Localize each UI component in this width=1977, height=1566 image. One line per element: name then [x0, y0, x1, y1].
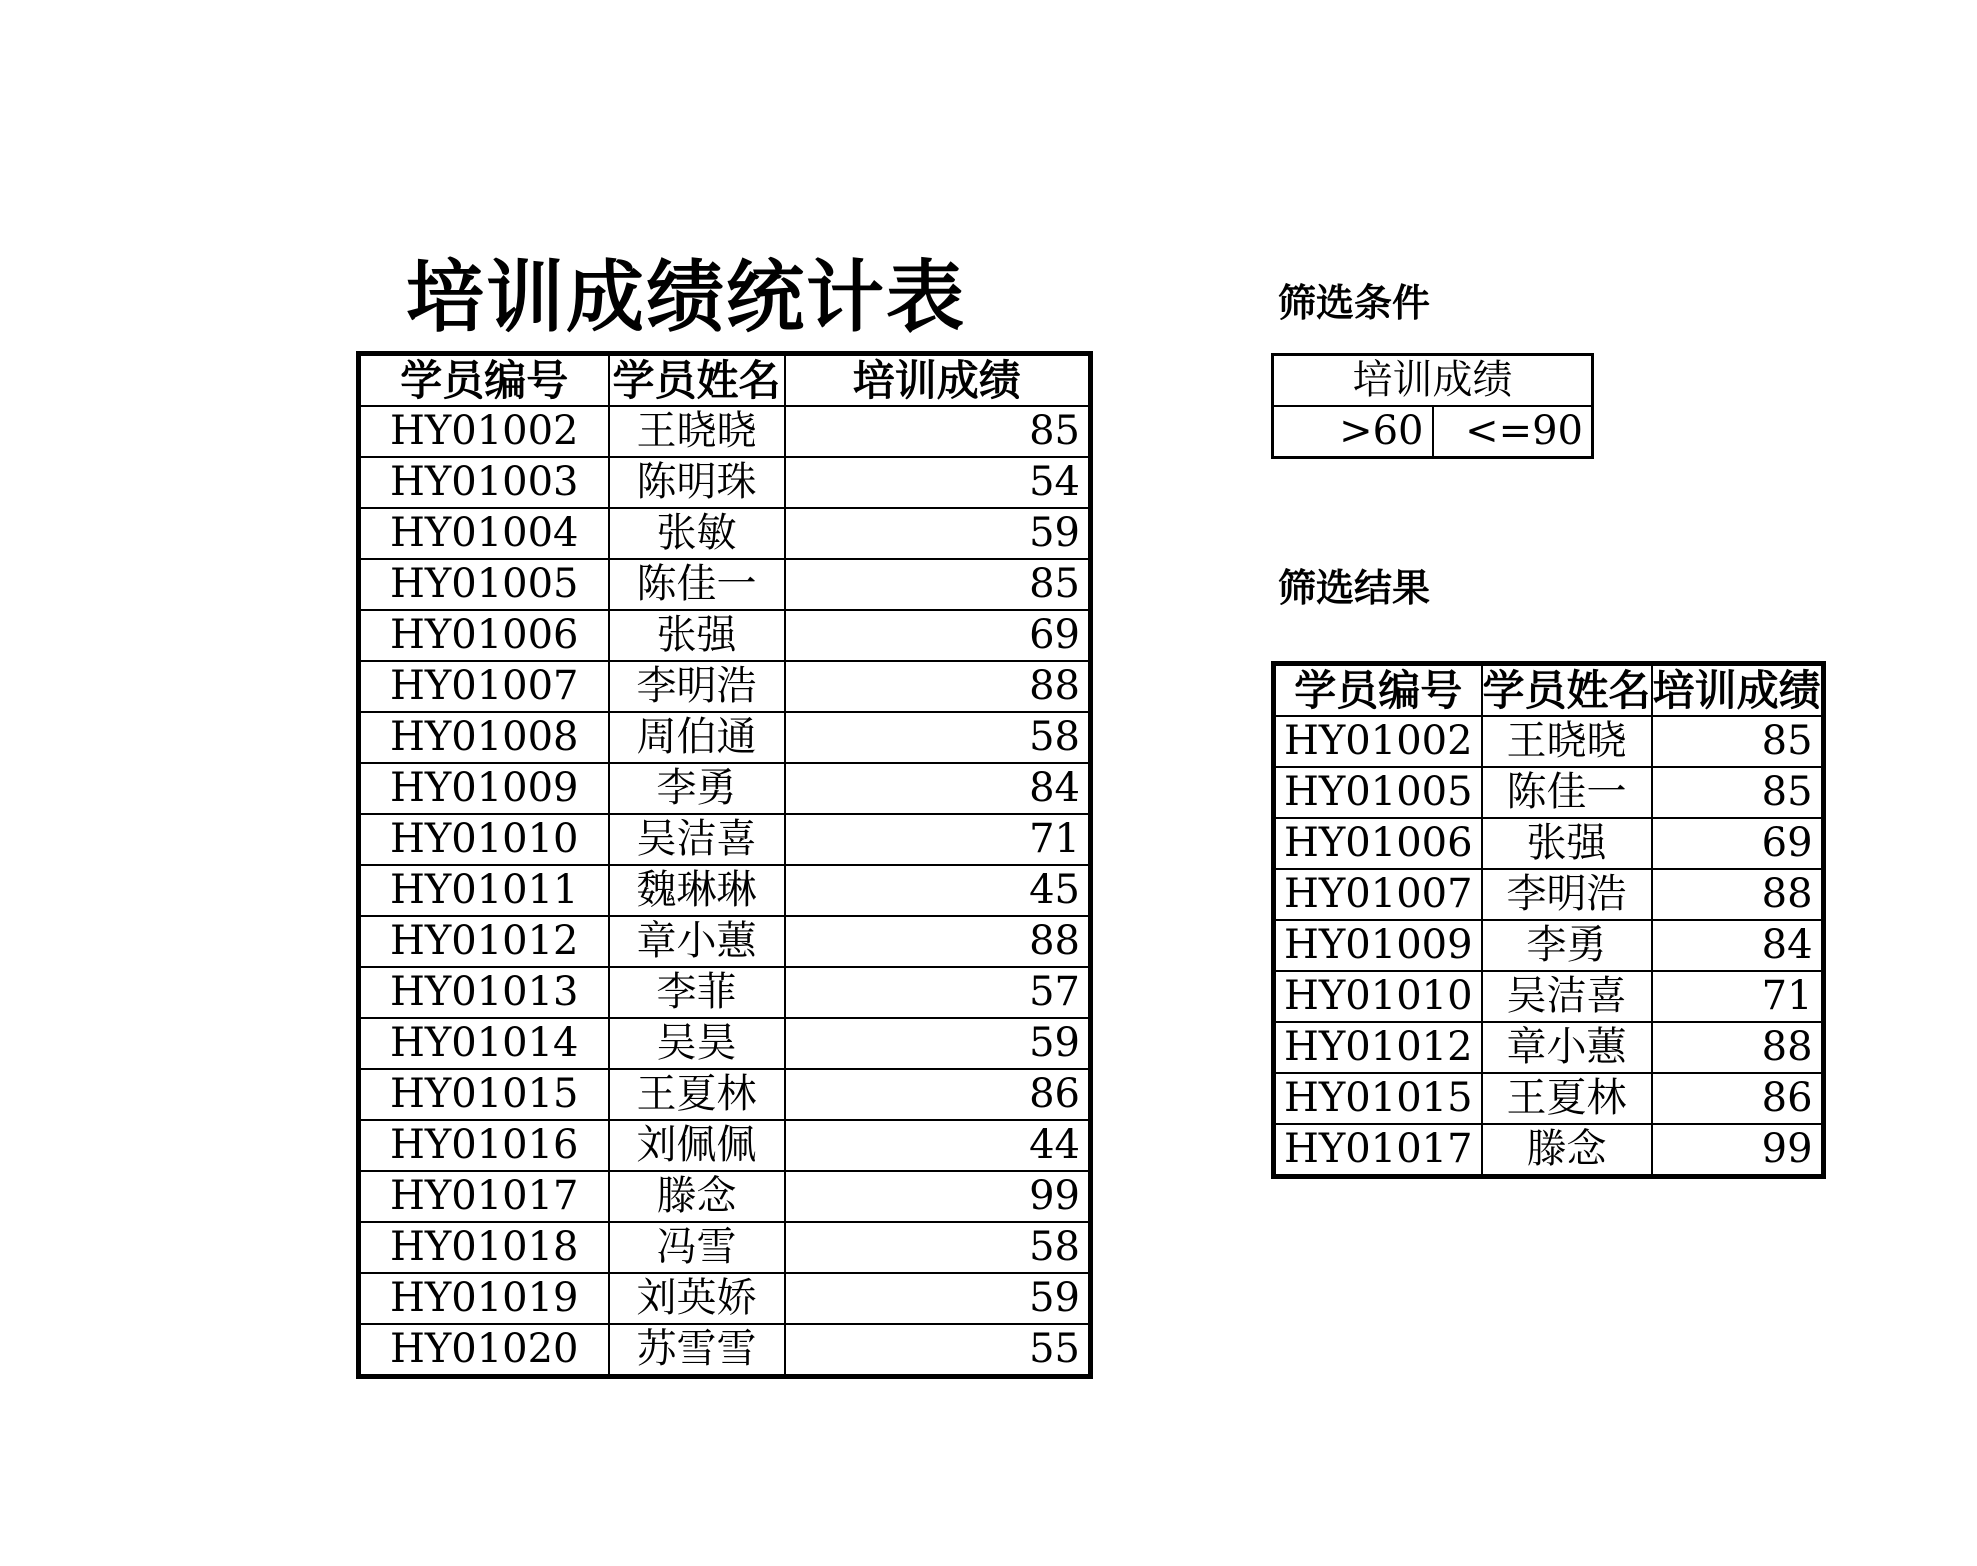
table-row: [359, 1171, 1091, 1222]
table-row: [359, 1120, 1091, 1171]
score-cell[interactable]: 86: [785, 1069, 1091, 1120]
header-row: [359, 354, 1091, 407]
score-cell[interactable]: 58: [785, 712, 1091, 763]
score-cell[interactable]: 86: [1652, 1073, 1824, 1124]
filter-result-table: [1271, 661, 1826, 1179]
result-row: [1274, 1022, 1824, 1073]
result-row: [1274, 869, 1824, 920]
score-cell[interactable]: 85: [1652, 716, 1824, 767]
score-cell[interactable]: 88: [1652, 869, 1824, 920]
score-cell[interactable]: 55: [785, 1324, 1091, 1377]
criteria-condition-row: [1273, 406, 1593, 458]
name-cell[interactable]: 李明浩: [1482, 869, 1652, 920]
id-cell[interactable]: HY01009: [359, 763, 609, 814]
name-cell[interactable]: 冯雪: [609, 1222, 785, 1273]
table-row: [359, 1324, 1091, 1377]
name-cell[interactable]: 章小蕙: [1482, 1022, 1652, 1073]
score-cell[interactable]: 85: [1652, 767, 1824, 818]
name-cell[interactable]: 刘佩佩: [609, 1120, 785, 1171]
criteria-field-cell[interactable]: 培训成绩: [1273, 355, 1593, 407]
name-cell[interactable]: 李菲: [609, 967, 785, 1018]
id-cell[interactable]: HY01011: [359, 865, 609, 916]
id-cell[interactable]: HY01012: [1274, 1022, 1482, 1073]
name-cell[interactable]: 张敏: [609, 508, 785, 559]
id-cell[interactable]: HY01007: [1274, 869, 1482, 920]
id-cell[interactable]: HY01017: [1274, 1124, 1482, 1177]
score-cell[interactable]: 71: [785, 814, 1091, 865]
name-cell[interactable]: 吴昊: [609, 1018, 785, 1069]
criteria-label: 筛选条件: [1278, 281, 1431, 325]
table-row: [359, 763, 1091, 814]
table-row: [359, 1222, 1091, 1273]
result-row: [1274, 716, 1824, 767]
table-row: [359, 916, 1091, 967]
result-column-header-name[interactable]: 学员姓名: [1482, 664, 1652, 717]
score-cell[interactable]: 85: [785, 406, 1091, 457]
name-cell[interactable]: 魏琳琳: [609, 865, 785, 916]
table-row: [359, 814, 1091, 865]
id-cell[interactable]: HY01012: [359, 916, 609, 967]
id-cell[interactable]: HY01006: [359, 610, 609, 661]
name-cell[interactable]: 张强: [609, 610, 785, 661]
id-cell[interactable]: HY01003: [359, 457, 609, 508]
name-cell[interactable]: 王夏林: [609, 1069, 785, 1120]
id-cell[interactable]: HY01015: [359, 1069, 609, 1120]
table-row: [359, 967, 1091, 1018]
table-row: [359, 1018, 1091, 1069]
score-cell[interactable]: 57: [785, 967, 1091, 1018]
score-cell[interactable]: 88: [785, 661, 1091, 712]
name-cell[interactable]: 李勇: [1482, 920, 1652, 971]
table-row: [359, 457, 1091, 508]
table-row: [359, 508, 1091, 559]
name-cell[interactable]: 刘英娇: [609, 1273, 785, 1324]
training-score-table: [356, 351, 1093, 1379]
id-cell[interactable]: HY01005: [359, 559, 609, 610]
name-cell[interactable]: 吴洁喜: [1482, 971, 1652, 1022]
table-row: [359, 865, 1091, 916]
result-label: 筛选结果: [1278, 566, 1431, 610]
score-cell[interactable]: 69: [785, 610, 1091, 661]
table-row: [359, 661, 1091, 712]
score-cell[interactable]: 71: [1652, 971, 1824, 1022]
criteria-header-row: [1273, 355, 1593, 407]
id-cell[interactable]: HY01008: [359, 712, 609, 763]
result-row: [1274, 1073, 1824, 1124]
score-cell[interactable]: 59: [785, 1018, 1091, 1069]
name-cell[interactable]: 滕念: [609, 1171, 785, 1222]
id-cell[interactable]: HY01013: [359, 967, 609, 1018]
result-column-header-id[interactable]: 学员编号: [1274, 664, 1482, 717]
id-cell[interactable]: HY01007: [359, 661, 609, 712]
id-cell[interactable]: HY01020: [359, 1324, 609, 1377]
table-row: [359, 1069, 1091, 1120]
result-row: [1274, 920, 1824, 971]
name-cell[interactable]: 陈明珠: [609, 457, 785, 508]
id-cell[interactable]: HY01009: [1274, 920, 1482, 971]
id-cell[interactable]: HY01016: [359, 1120, 609, 1171]
score-cell[interactable]: 69: [1652, 818, 1824, 869]
id-cell[interactable]: HY01002: [359, 406, 609, 457]
score-cell[interactable]: 45: [785, 865, 1091, 916]
name-cell[interactable]: 陈佳一: [1482, 767, 1652, 818]
name-cell[interactable]: 王夏林: [1482, 1073, 1652, 1124]
id-cell[interactable]: HY01004: [359, 508, 609, 559]
criteria-max-cell[interactable]: <=90: [1433, 406, 1593, 458]
result-row: [1274, 767, 1824, 818]
score-cell[interactable]: 44: [785, 1120, 1091, 1171]
score-cell[interactable]: 54: [785, 457, 1091, 508]
criteria-min-cell[interactable]: >60: [1273, 406, 1433, 458]
table-row: [359, 559, 1091, 610]
score-cell[interactable]: 84: [785, 763, 1091, 814]
result-header-row: [1274, 664, 1824, 717]
id-cell[interactable]: HY01015: [1274, 1073, 1482, 1124]
id-cell[interactable]: HY01019: [359, 1273, 609, 1324]
result-row: [1274, 971, 1824, 1022]
name-cell[interactable]: 王晓晓: [609, 406, 785, 457]
table-row: [359, 1273, 1091, 1324]
id-cell[interactable]: HY01006: [1274, 818, 1482, 869]
id-cell[interactable]: HY01010: [359, 814, 609, 865]
name-cell[interactable]: 李明浩: [609, 661, 785, 712]
score-cell[interactable]: 99: [1652, 1124, 1824, 1177]
result-row: [1274, 1124, 1824, 1177]
score-cell[interactable]: 84: [1652, 920, 1824, 971]
id-cell[interactable]: HY01014: [359, 1018, 609, 1069]
name-cell[interactable]: 王晓晓: [1482, 716, 1652, 767]
column-header-score[interactable]: 培训成绩: [785, 354, 1091, 407]
table-row: [359, 610, 1091, 661]
name-cell[interactable]: 苏雪雪: [609, 1324, 785, 1377]
name-cell[interactable]: 滕念: [1482, 1124, 1652, 1177]
score-cell[interactable]: 59: [785, 508, 1091, 559]
name-cell[interactable]: 陈佳一: [609, 559, 785, 610]
result-column-header-score[interactable]: 培训成绩: [1652, 664, 1824, 717]
name-cell[interactable]: 章小蕙: [609, 916, 785, 967]
table-row: [359, 712, 1091, 763]
column-header-id[interactable]: 学员编号: [359, 354, 609, 407]
id-cell[interactable]: HY01017: [359, 1171, 609, 1222]
name-cell[interactable]: 张强: [1482, 818, 1652, 869]
score-cell[interactable]: 88: [785, 916, 1091, 967]
id-cell[interactable]: HY01018: [359, 1222, 609, 1273]
id-cell[interactable]: HY01010: [1274, 971, 1482, 1022]
sheet-title: 培训成绩统计表: [405, 252, 966, 343]
score-cell[interactable]: 58: [785, 1222, 1091, 1273]
name-cell[interactable]: 周伯通: [609, 712, 785, 763]
score-cell[interactable]: 88: [1652, 1022, 1824, 1073]
column-header-name[interactable]: 学员姓名: [609, 354, 785, 407]
score-cell[interactable]: 99: [785, 1171, 1091, 1222]
table-row: [359, 406, 1091, 457]
result-row: [1274, 818, 1824, 869]
id-cell[interactable]: HY01005: [1274, 767, 1482, 818]
id-cell[interactable]: HY01002: [1274, 716, 1482, 767]
name-cell[interactable]: 李勇: [609, 763, 785, 814]
score-cell[interactable]: 59: [785, 1273, 1091, 1324]
criteria-table: [1271, 353, 1594, 459]
score-cell[interactable]: 85: [785, 559, 1091, 610]
name-cell[interactable]: 吴洁喜: [609, 814, 785, 865]
